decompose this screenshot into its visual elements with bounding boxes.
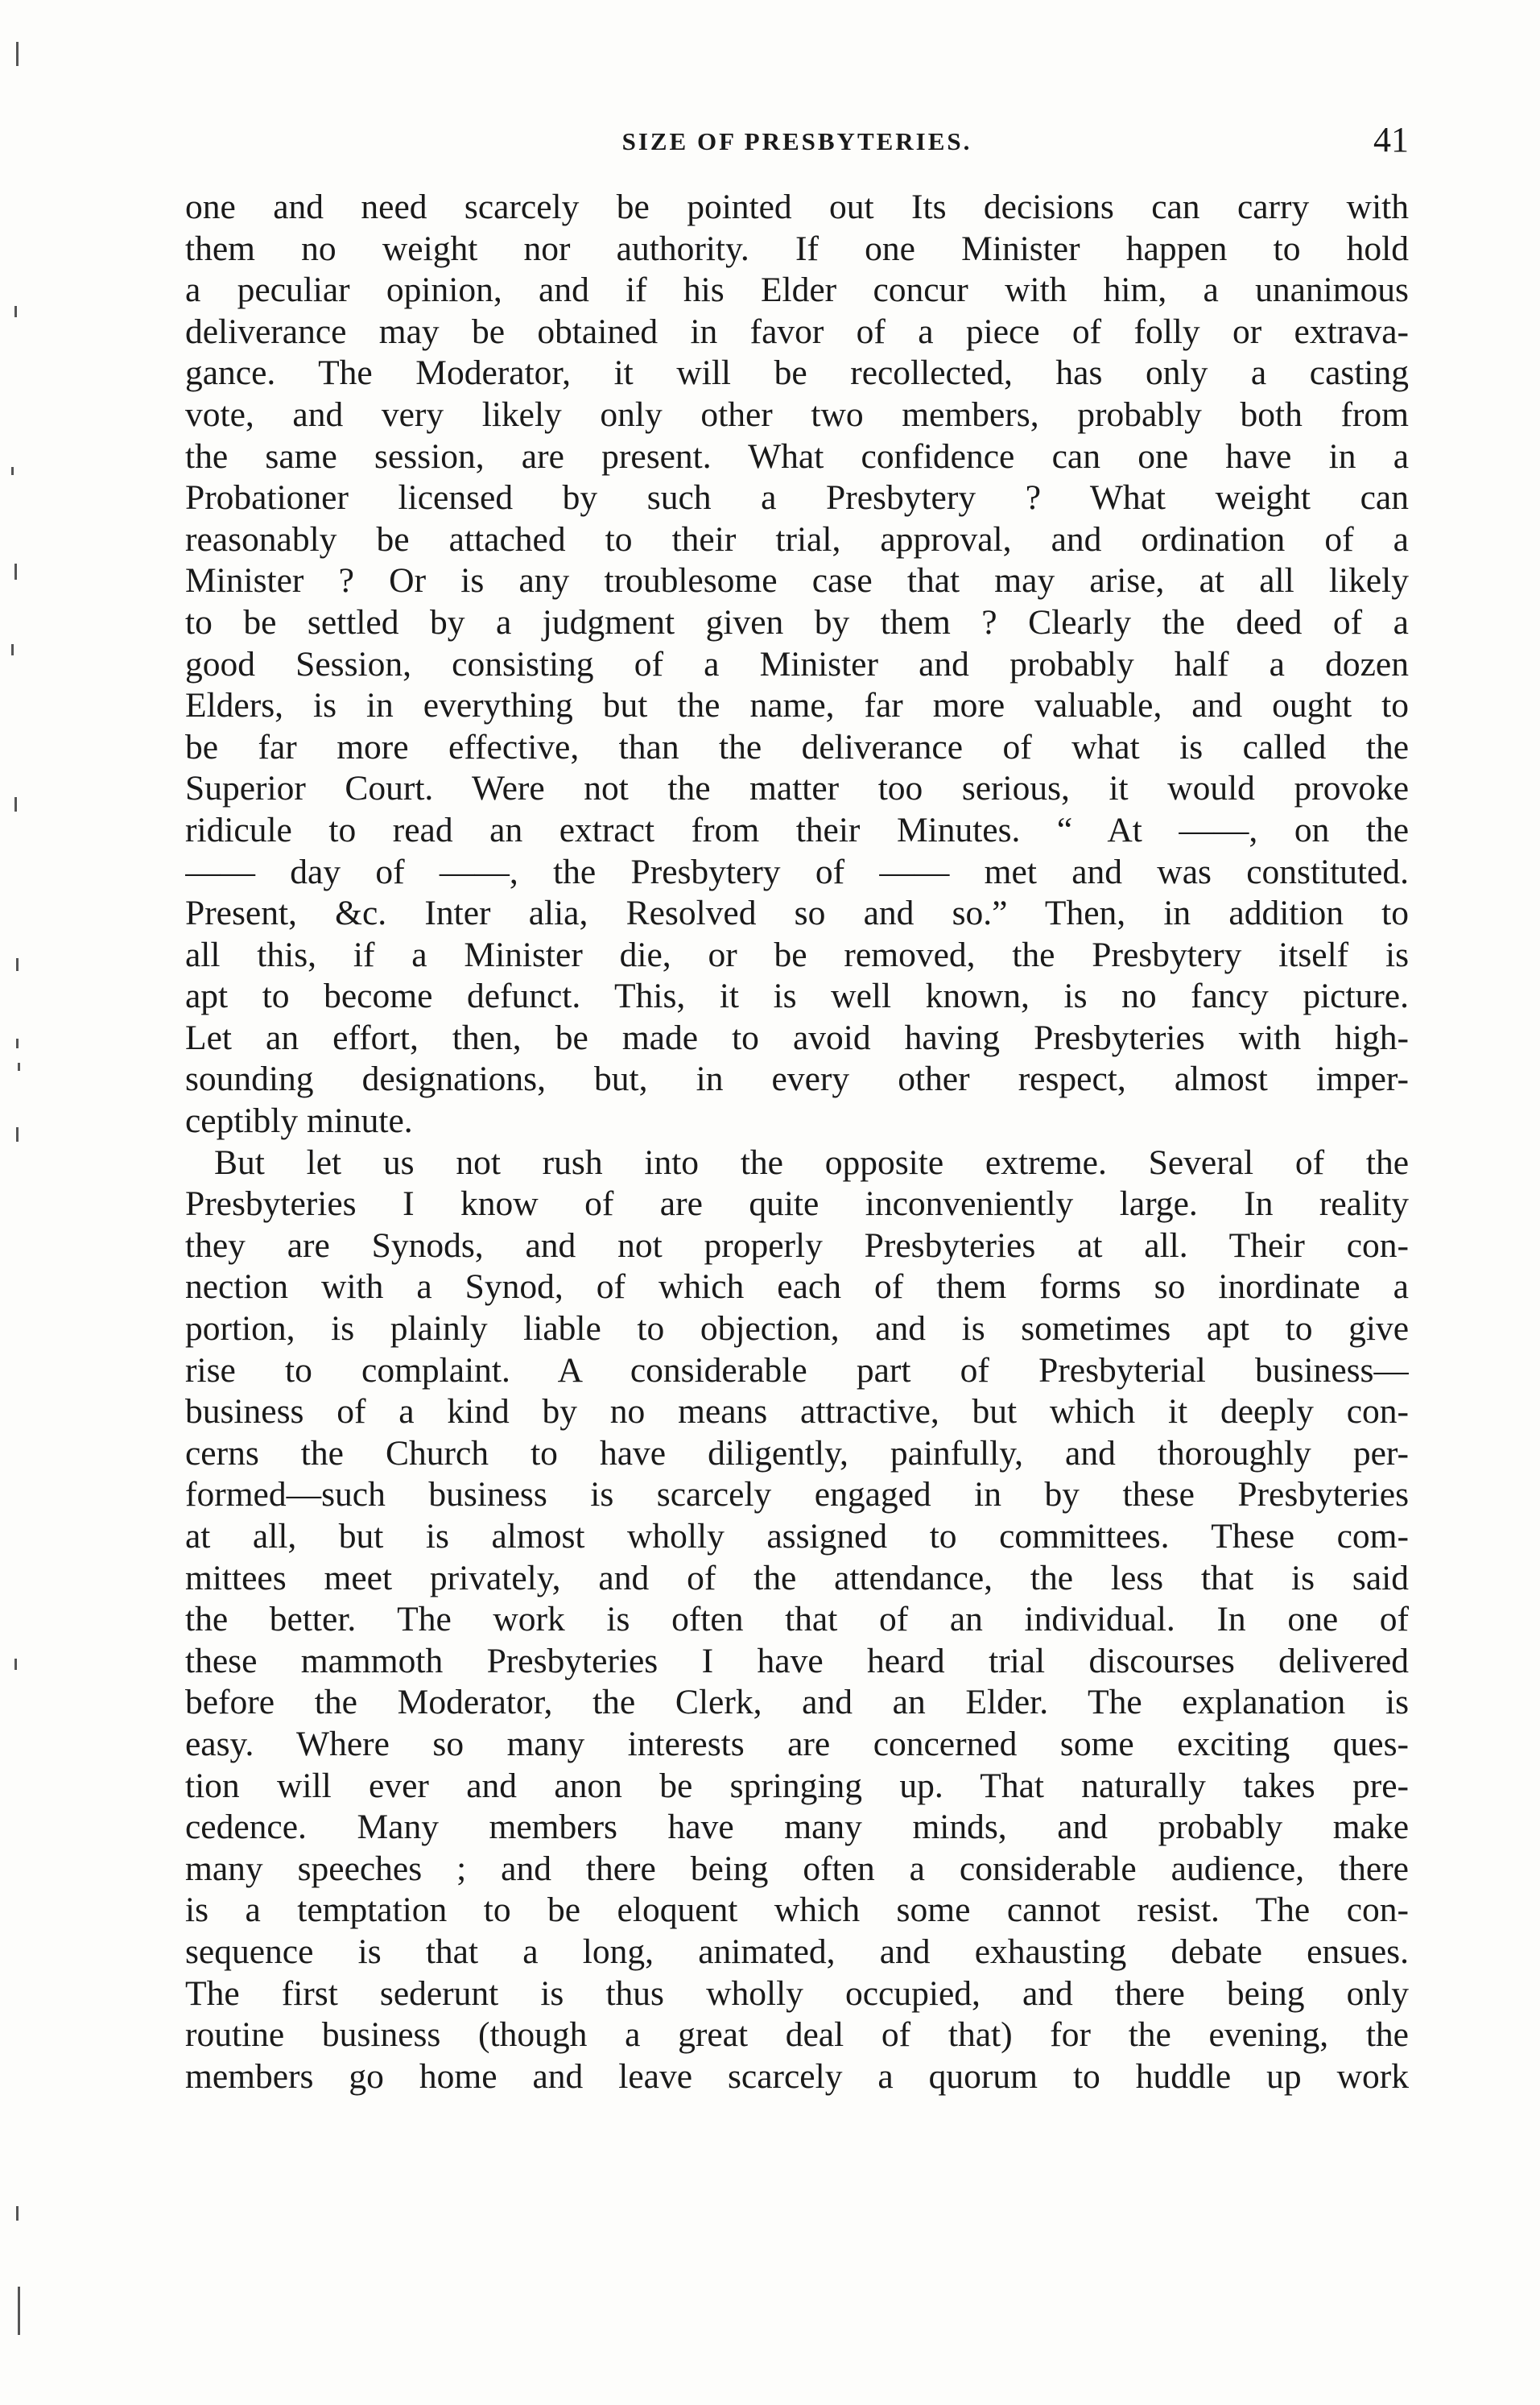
text-line: business of a kind by no means attractive, but which it deeply con- [185,1392,1409,1432]
text-line: Present, &c. Inter alia, Resolved so and so.” Then, in addition to [185,894,1409,933]
running-head [185,119,1409,167]
text-line: deliverance may be obtained in favor of a piece of folly or extrava- [185,312,1409,351]
text-line: gance. The Moderator, it will be recollected, has only a casting [185,353,1409,393]
text-line: members go home and leave scarcely a quorum to huddle up work [185,2056,1409,2096]
text-line: Let an effort, then, be made to avoid having Presbyteries with high- [185,1018,1409,1057]
text-line: cerns the Church to have diligently, painfully, and thoroughly per- [185,1433,1409,1473]
text-line: ridicule to read an extract from their Minutes. “ At ——, on the [185,810,1409,849]
text-line: be far more effective, than the deliverance of what is called the [185,727,1409,767]
text-line: them no weight nor authority. If one Minister happen to hold [185,229,1409,268]
text-line: Presbyteries I know of are quite inconveniently large. In reality [185,1184,1409,1224]
text-line: sounding designations, but, in every other respect, almost imper- [185,1060,1409,1099]
text-line: Elders, is in everything but the name, far more valuable, and ought to [185,686,1409,725]
text-line: before the Moderator, the Clerk, and an Elder. The explanation is [185,1683,1409,1722]
text-line: good Session, consisting of a Minister and probably half a dozen [185,644,1409,684]
page-number: 41 [1373,120,1409,159]
text-line: one and need scarcely be pointed out Its decisions can carry with [185,188,1409,226]
text-line: Minister ? Or is any troublesome case that may arise, at all likely [185,561,1409,601]
text-line: reasonably be attached to their trial, approval, and ordination of a [185,519,1409,559]
text-line: Superior Court. Were not the matter too serious, it would provoke [185,769,1409,808]
text-line: easy. Where so many interests are concerned some exciting ques- [185,1724,1409,1763]
text-line: is a temptation to be eloquent which some cannot resist. The con- [185,1891,1409,1930]
text-line: the same session, are present. What confidence can one have in a [185,436,1409,476]
text-line: The first sederunt is thus wholly occupied, and there being only [185,1973,1409,2013]
text-line: ceptibly minute. [185,1101,413,1141]
text-line: sequence is that a long, animated, and exhausting debate ensues. [185,1932,1409,1971]
text-line: many speeches ; and there being often a considerable audience, there [185,1849,1409,1888]
binding-edge-marks [0,0,64,2405]
text-line: portion, is plainly liable to objection, and is sometimes apt to give [185,1309,1409,1349]
text-line: they are Synods, and not properly Presbyteries at all. Their con- [185,1225,1409,1265]
text-line: to be settled by a judgment given by them ? Clearly the deed of a [185,602,1409,642]
text-line: Probationer licensed by such a Presbytery ? What weight can [185,478,1409,518]
text-line: tion will ever and anon be springing up. That naturally takes pre- [185,1766,1409,1805]
text-line: the better. The work is often that of an individual. In one of [185,1600,1409,1639]
text-line: But let us not rush into the opposite extreme. Several of the [214,1143,1409,1182]
text-line: these mammoth Presbyteries I have heard trial discourses delivered [185,1641,1409,1680]
text-line: formed—such business is scarcely engaged in by these Presbyteries [185,1475,1409,1514]
text-line: a peculiar opinion, and if his Elder concur with him, a unanimous [185,271,1409,310]
text-line: routine business (though a great deal of that) for the evening, the [185,2015,1409,2055]
text-line: mittees meet privately, and of the attendance, the less that is said [185,1558,1409,1597]
text-line: vote, and very likely only other two members, probably both from [185,395,1409,434]
body-text [185,187,1409,2097]
text-line: nection with a Synod, of which each of them forms so inordinate a [185,1267,1409,1307]
text-line: rise to complaint. A considerable part of Presbyterial business— [185,1350,1409,1390]
text-line: apt to become defunct. This, it is well known, is no fancy picture. [185,977,1409,1016]
text-line: at all, but is almost wholly assigned to committees. These com- [185,1517,1409,1556]
text-line: —— day of ——, the Presbytery of —— met and was constituted. [185,852,1409,891]
text-line: cedence. Many members have many minds, and probably make [185,1808,1409,1847]
running-title: SIZE OF PRESBYTERIES. [621,127,972,155]
text-line: all this, if a Minister die, or be removed, the Presbytery itself is [185,935,1409,974]
